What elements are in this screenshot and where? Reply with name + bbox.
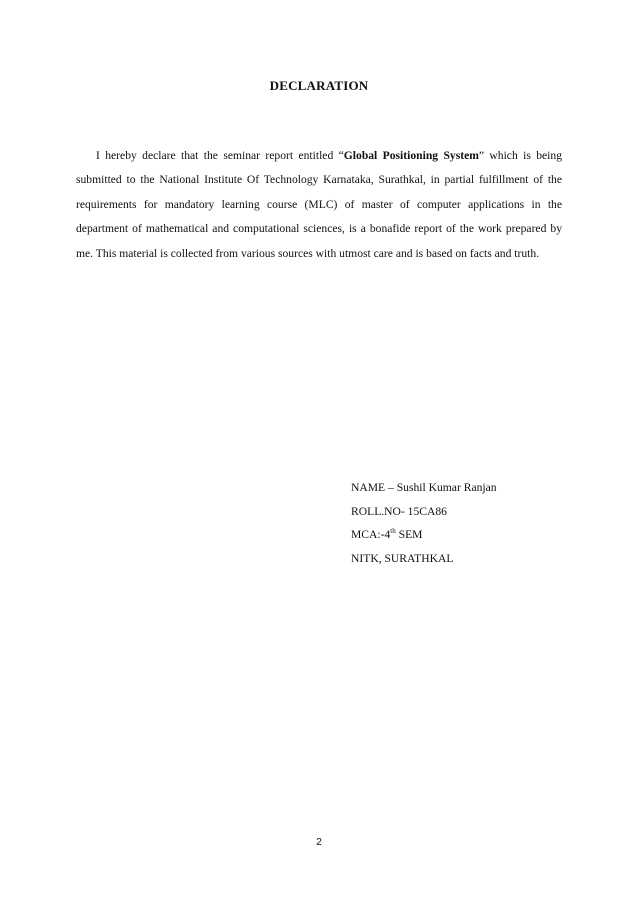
page-title: DECLARATION (269, 78, 369, 93)
course-prefix: MCA:-4 (351, 528, 391, 542)
student-name: NAME – Sushil Kumar Ranjan (351, 481, 497, 494)
declaration-paragraph (76, 144, 562, 266)
course-ordinal-suffix: th (390, 527, 396, 536)
seminar-title: Global Positioning System (343, 149, 479, 162)
roll-number: ROLL.NO- 15CA86 (351, 504, 447, 518)
course-sem: SEM (395, 528, 423, 542)
course-semester (351, 523, 497, 547)
declaration-text-start: I hereby declare that the seminar report entitled “ (96, 149, 344, 162)
signature-block (351, 476, 497, 570)
declaration-text-end: ” which is being submitted to the National Institute Of Technology Karnataka, Surathkal, in partial fulfillment of the requirements for mandatory learning course (MLC) of master of computer applications in the department of mathematical and computational sciences, is a bonafide report of the work prepared by me. This material is collected from various sources with utmost care and is based on facts and truth. (76, 149, 562, 260)
institute-name: NITK, SURATHKAL (351, 551, 454, 565)
page-number: 2 (316, 836, 322, 848)
